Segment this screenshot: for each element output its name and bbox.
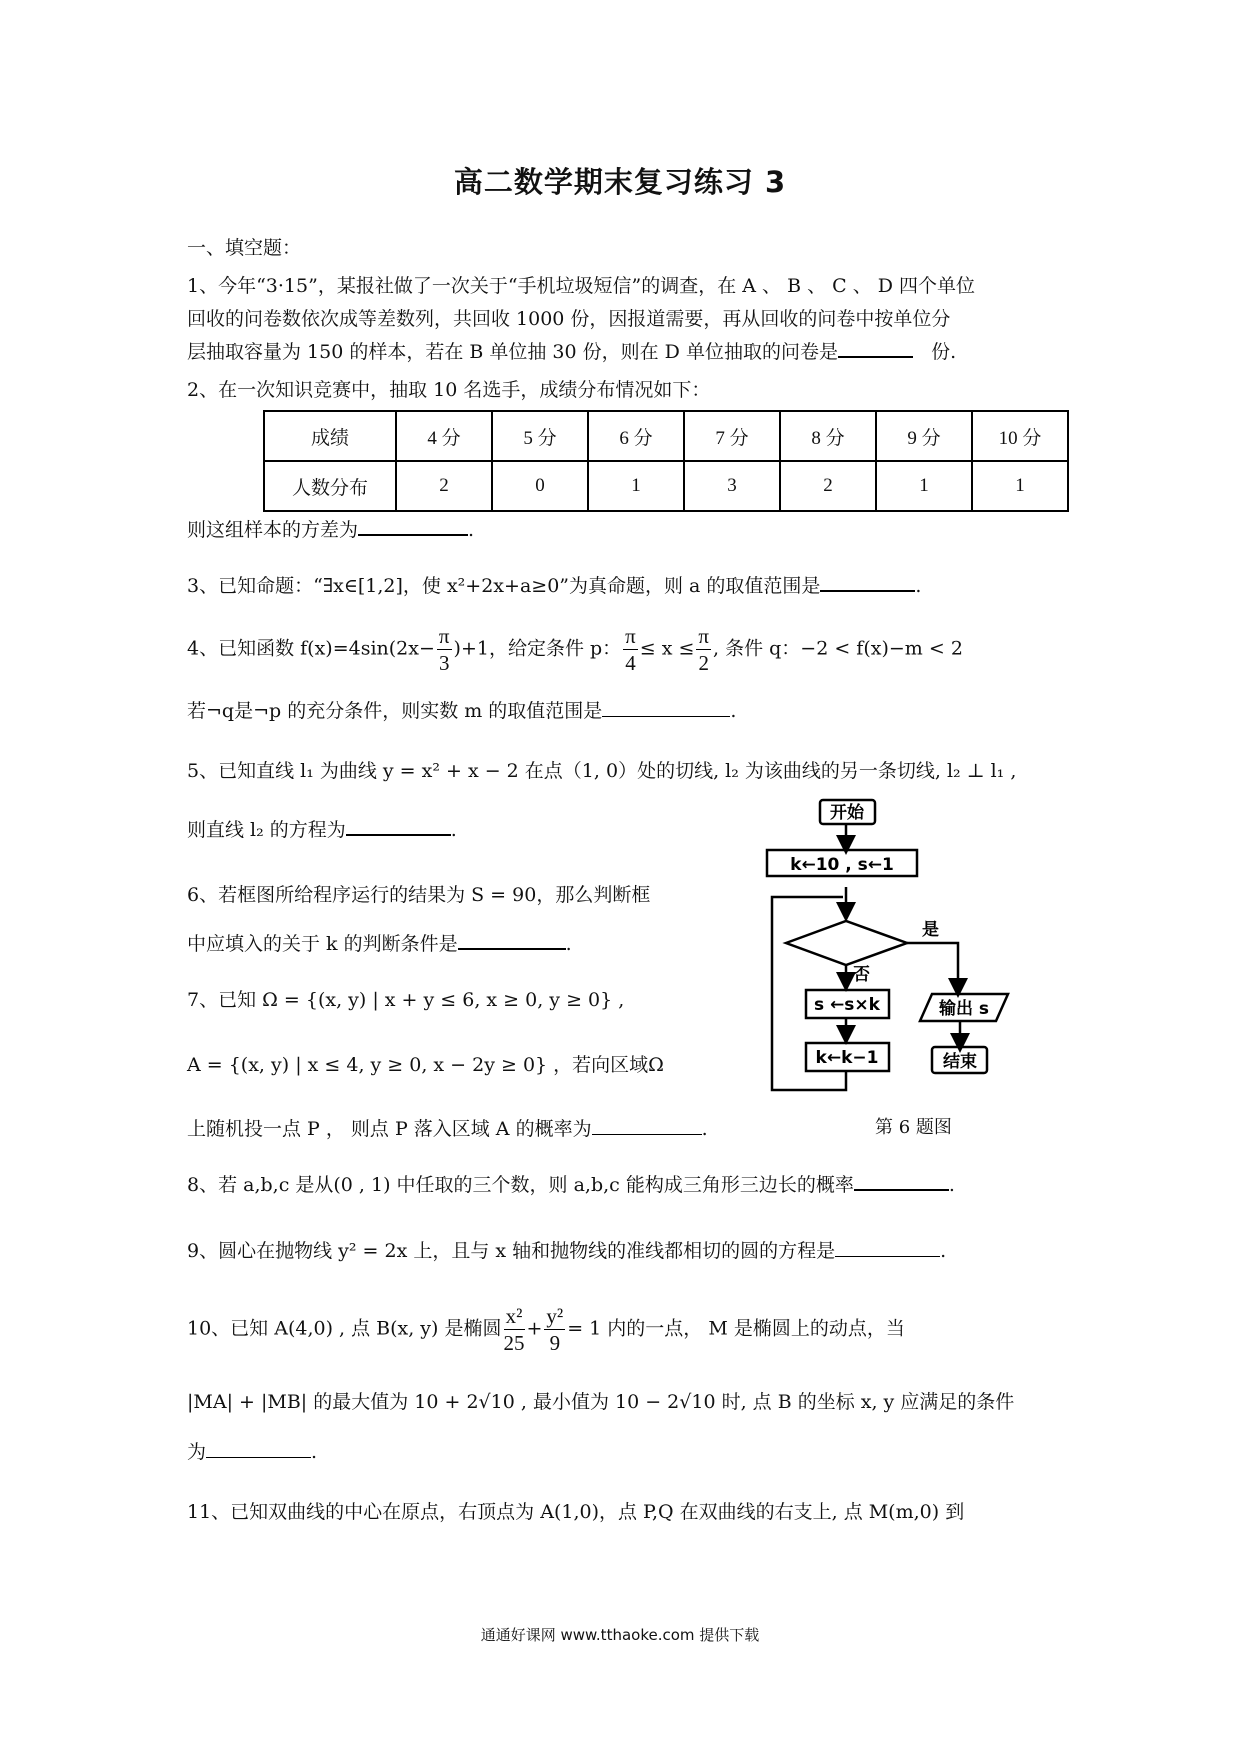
start-label: 开始 (830, 803, 864, 823)
frac-num: x² (504, 1303, 525, 1330)
frac-num: π (698, 624, 710, 648)
q1-line3 (187, 337, 956, 364)
score-cell: 4 分 (396, 411, 492, 461)
q8-end: . (948, 1174, 955, 1196)
q2-question-text: 则这组样本的方差为 (187, 519, 359, 541)
q8-text: 8、若 a,b,c 是从(0 , 1) 中任取的三个数，则 a,b,c 能构成三角形三边长的概率 (187, 1174, 854, 1196)
frac-den: 3 (438, 651, 450, 675)
q8-answer-blank[interactable] (854, 1171, 949, 1191)
q2-intro: 2、在一次知识竞赛中，抽取 10 名选手，成绩分布情况如下： (187, 379, 711, 401)
count-row (264, 461, 1068, 511)
q6-answer-blank[interactable] (458, 930, 566, 950)
count-cell: 1 (972, 461, 1068, 511)
section-heading: 一、填空题： (187, 237, 302, 259)
q1-line3-end: 份. (931, 341, 957, 363)
q3-end: . (915, 575, 922, 597)
q10-answer-blank[interactable] (206, 1439, 311, 1458)
q7-answer-blank[interactable] (592, 1116, 702, 1135)
count-cell: 1 (588, 461, 684, 511)
q2-question (187, 515, 474, 542)
q7-line3 (187, 1114, 708, 1141)
q10-part2: = 1 内的一点， M 是椭圆上的动点，当 (567, 1317, 905, 1340)
q4-part3: ≤ x ≤ (639, 637, 695, 660)
q9-line (187, 1236, 946, 1263)
q3-line (187, 571, 921, 598)
output-label: 输出 s (938, 999, 990, 1019)
q5-end: . (450, 819, 457, 841)
frac-num: y² (546, 1304, 564, 1328)
row-header-score: 成绩 (264, 411, 396, 461)
page-title: 高二数学期末复习练习 3 (453, 165, 787, 199)
q4-part4: , 条件 q：−2 < f(x)−m < 2 (713, 637, 963, 660)
score-cell: 10 分 (972, 411, 1068, 461)
q5-line2-text: 则直线 l₂ 的方程为 (187, 819, 346, 841)
score-row (264, 411, 1068, 461)
q4-line1 (187, 623, 963, 676)
q10-part1: 10、已知 A(4,0) , 点 B(x, y) 是椭圆 (187, 1317, 502, 1340)
score-cell: 5 分 (492, 411, 588, 461)
q4-line2 (187, 696, 736, 723)
fraction-pi-2 (696, 623, 711, 676)
count-cell: 2 (780, 461, 876, 511)
decision-diamond (786, 921, 907, 965)
q10-line2: |MA| + |MB| 的最大值为 10 + 2√10 , 最小值为 10 − 2√10 时, 点 B 的坐标 x, y 应满足的条件 (187, 1391, 1015, 1413)
q4-part2: )+1，给定条件 p： (453, 637, 622, 660)
score-cell: 7 分 (684, 411, 780, 461)
q9-answer-blank[interactable] (835, 1238, 940, 1257)
q4-end: . (730, 700, 737, 722)
q7-line1: 7、已知 Ω = {(x, y) | x + y ≤ 6, x ≥ 0, y ≥ 0} , (187, 989, 625, 1011)
q3-answer-blank[interactable] (820, 572, 915, 592)
frac-den: 25 (503, 1331, 525, 1355)
init-label: k←10 , s←1 (790, 855, 894, 875)
q6-line2-text: 中应填入的关于 k 的判断条件是 (187, 933, 458, 955)
frac-den: 4 (625, 651, 636, 675)
q8-line (187, 1170, 955, 1197)
q10-line3 (187, 1437, 317, 1464)
q9-text: 9、圆心在抛物线 y² = 2x 上，且与 x 轴和抛物线的准线都相切的圆的方程是 (187, 1240, 836, 1262)
frac-num: π (625, 624, 636, 648)
q2-answer-blank[interactable] (358, 516, 468, 536)
frac-den: 2 (698, 651, 709, 675)
count-cell: 3 (684, 461, 780, 511)
q6-end: . (565, 933, 572, 955)
q4-part1: 4、已知函数 f(x)=4sin(2x− (187, 637, 435, 660)
q6-line2 (187, 929, 572, 956)
score-cell: 8 分 (780, 411, 876, 461)
q5-line1: 5、已知直线 l₁ 为曲线 y = x² + x − 2 在点（1, 0）处的切线, l₂ 为该曲线的另一条切线, l₂ ⊥ l₁ , (187, 760, 1017, 782)
score-cell: 6 分 (588, 411, 684, 461)
yes-arrow (907, 943, 958, 988)
fraction-x2-25 (504, 1303, 525, 1356)
frac-num: π (438, 624, 450, 648)
flowchart (750, 790, 1030, 1110)
page-footer: 通通好课网 www.tthaoke.com 提供下载 (480, 1626, 760, 1644)
q1-line3-text: 层抽取容量为 150 的样本，若在 B 单位抽 30 份，则在 D 单位抽取的问卷是 (187, 341, 838, 363)
score-cell: 9 分 (876, 411, 972, 461)
q5-line2 (187, 815, 457, 842)
count-cell: 1 (876, 461, 972, 511)
q10-line1 (187, 1303, 905, 1356)
count-cell: 0 (492, 461, 588, 511)
no-label: 否 (853, 965, 870, 985)
end-label: 结束 (943, 1052, 977, 1072)
q7-end: . (701, 1118, 708, 1140)
score-table (263, 410, 1069, 512)
decrement-label: k←k−1 (815, 1048, 879, 1068)
row-header-count: 人数分布 (264, 461, 396, 511)
q4-answer-blank[interactable] (602, 698, 730, 717)
plus-sign: + (526, 1317, 543, 1340)
q9-end: . (940, 1240, 947, 1262)
q3-text: 3、已知命题：“∃x∈[1,2]，使 x²+2x+a≥0”为真命题，则 a 的取值范围是 (187, 575, 821, 597)
q1-line1: 1、今年“3·15”，某报社做了一次关于“手机垃圾短信”的调查，在 A 、 B 、 C 、 D 四个单位 (187, 275, 976, 297)
q11-line: 11、已知双曲线的中心在原点，右顶点为 A(1,0)，点 P,Q 在双曲线的右支上, 点 M(m,0) 到 (187, 1501, 965, 1523)
yes-label: 是 (922, 920, 939, 940)
q1-line2: 回收的问卷数依次成等差数列，共回收 1000 份，因报道需要，再从回收的问卷中按单位分 (187, 308, 951, 330)
count-cell: 2 (396, 461, 492, 511)
frac-den: 9 (549, 1331, 561, 1355)
fraction-pi-3 (437, 623, 452, 676)
q10-end: . (311, 1441, 318, 1463)
q10-line3-text: 为 (187, 1441, 207, 1463)
q2-end: . (468, 519, 475, 541)
multiply-label: s ←s×k (814, 995, 880, 1015)
flowchart-caption: 第 6 题图 (875, 1117, 952, 1138)
q4-line2-text: 若¬q是¬p 的充分条件，则实数 m 的取值范围是 (187, 700, 603, 722)
q7-line2: A = {(x, y) | x ≤ 4, y ≥ 0, x − 2y ≥ 0} ，若向区域Ω (187, 1054, 664, 1076)
q7-line3-text: 上随机投一点 P ， 则点 P 落入区域 A 的概率为 (187, 1118, 592, 1140)
q1-answer-blank[interactable] (838, 338, 913, 358)
fraction-y2-9 (544, 1303, 565, 1356)
q5-answer-blank[interactable] (346, 816, 451, 836)
q6-line1: 6、若框图所给程序运行的结果为 S = 90，那么判断框 (187, 884, 651, 906)
fraction-pi-4 (623, 623, 638, 676)
